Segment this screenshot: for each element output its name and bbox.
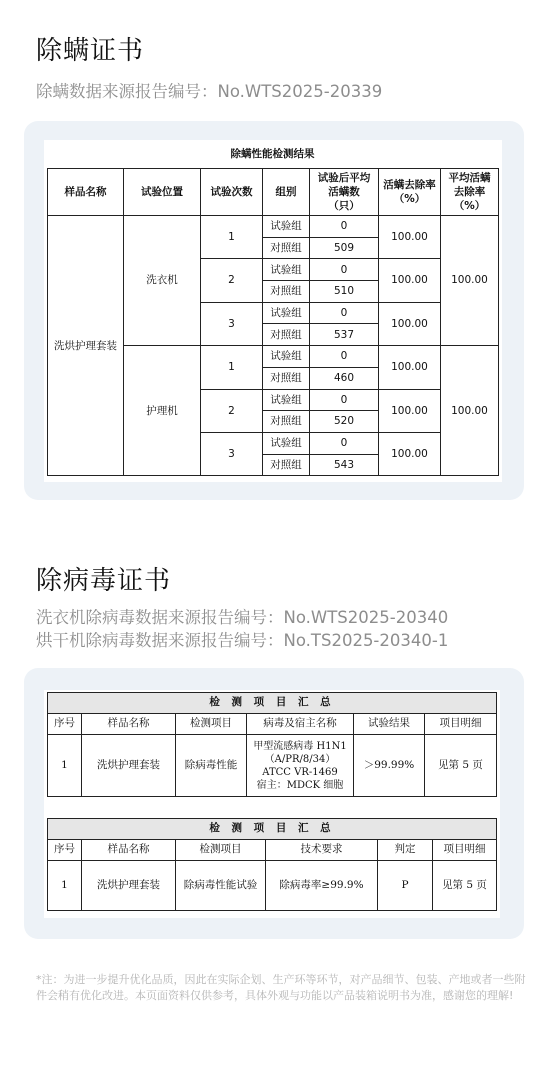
virus-report-washer: 洗衣机除病毒数据来源报告编号：No.WTS2025-20340 [36, 608, 449, 627]
t1-virus-host [247, 735, 354, 797]
t2-header-requirement: 技术要求 [266, 840, 378, 861]
virus-table2-header-row [48, 840, 497, 861]
mite-table-caption: 除螨性能检测结果 [230, 148, 315, 160]
removal-rate-cell: 100.00 [379, 216, 441, 259]
trial-number-cell: 3 [201, 432, 263, 475]
group-cell: 对照组 [263, 281, 310, 303]
t1-no: 1 [48, 735, 82, 797]
group-cell: 试验组 [263, 216, 310, 238]
header-avg-live-mites: 试验后平均 活螨数 （只） [310, 169, 379, 216]
t1-detail: 见第 5 页 [425, 735, 497, 797]
virus-summary-table-2 [47, 818, 497, 911]
t2-header-detail: 项目明细 [433, 840, 497, 861]
live-mites-cell: 0 [310, 302, 379, 324]
header-group: 组别 [263, 169, 310, 216]
t2-header-no: 序号 [48, 840, 82, 861]
virus-atcc: ATCC VR-1469 [262, 766, 338, 778]
table-row [48, 216, 499, 238]
group-cell: 对照组 [263, 367, 310, 389]
t1-header-result: 试验结果 [354, 714, 425, 735]
virus-summary-table-1 [47, 692, 497, 797]
t2-no: 1 [48, 861, 82, 911]
group-cell: 试验组 [263, 259, 310, 281]
live-mites-cell: 537 [310, 324, 379, 346]
live-mites-cell: 509 [310, 237, 379, 259]
group-cell: 试验组 [263, 389, 310, 411]
t2-requirement: 除病毒率≥99.9% [266, 861, 378, 911]
header-avg-removal-rate: 平均活螨 去除率 （%） [441, 169, 499, 216]
live-mites-cell: 0 [310, 346, 379, 368]
avg-removal-rate-cell: 100.00 [441, 346, 499, 476]
header-sample-name: 样品名称 [48, 169, 124, 216]
live-mites-cell: 543 [310, 454, 379, 476]
t1-header-detail: 项目明细 [425, 714, 497, 735]
live-mites-cell: 0 [310, 259, 379, 281]
t2-header-sample: 样品名称 [82, 840, 176, 861]
header-removal-rate: 活螨去除率 （%） [379, 169, 441, 216]
virus-table1-caption: 检 测 项 目 汇 总 [48, 693, 497, 714]
t2-verdict: P [378, 861, 433, 911]
live-mites-cell: 0 [310, 216, 379, 238]
t1-sample: 洗烘护理套装 [82, 735, 176, 797]
t1-result: ＞99.99% [354, 735, 425, 797]
removal-rate-cell: 100.00 [379, 389, 441, 432]
header-test-count: 试验次数 [201, 169, 263, 216]
disclaimer-note: *注：为进一步提升优化品质，因此在实际企划、生产环等环节，对产品细节、包装、产地或者一些附件会稍有优化改进。本页面资料仅供参考，具体外观与功能以产品装箱说明书为准，感谢您的理解! [36, 973, 526, 1002]
t1-header-item: 检测项目 [176, 714, 247, 735]
virus-strain: （A/PR/8/34） [264, 753, 336, 765]
mite-header-row [48, 169, 499, 216]
group-cell: 对照组 [263, 237, 310, 259]
removal-rate-cell: 100.00 [379, 259, 441, 302]
virus-host: 宿主：MDCK 细胞 [256, 779, 344, 791]
t2-detail: 见第 5 页 [433, 861, 497, 911]
table-row [48, 735, 497, 797]
group-cell: 试验组 [263, 302, 310, 324]
t2-header-item: 检测项目 [176, 840, 266, 861]
trial-number-cell: 2 [201, 389, 263, 432]
trial-number-cell: 1 [201, 346, 263, 389]
t1-header-virus-host: 病毒及宿主名称 [247, 714, 354, 735]
group-cell: 试验组 [263, 432, 310, 454]
t1-item: 除病毒性能 [176, 735, 247, 797]
t2-item: 除病毒性能试验 [176, 861, 266, 911]
sample-name-cell: 洗烘护理套装 [48, 216, 124, 476]
t2-header-verdict: 判定 [378, 840, 433, 861]
live-mites-cell: 510 [310, 281, 379, 303]
t1-header-sample: 样品名称 [82, 714, 176, 735]
trial-number-cell: 1 [201, 216, 263, 259]
trial-number-cell: 3 [201, 302, 263, 345]
virus-table2-caption: 检 测 项 目 汇 总 [48, 819, 497, 840]
mite-certificate-title: 除螨证书 [36, 36, 145, 66]
live-mites-cell: 0 [310, 432, 379, 454]
live-mites-cell: 460 [310, 367, 379, 389]
mite-results-table [47, 168, 499, 476]
header-test-location: 试验位置 [124, 169, 201, 216]
removal-rate-cell: 100.00 [379, 302, 441, 345]
t1-header-no: 序号 [48, 714, 82, 735]
virus-certificate-title: 除病毒证书 [36, 566, 172, 596]
group-cell: 对照组 [263, 454, 310, 476]
t2-sample: 洗烘护理套装 [82, 861, 176, 911]
test-location-cell: 护理机 [124, 346, 201, 476]
test-location-cell: 洗衣机 [124, 216, 201, 346]
virus-table1-header-row [48, 714, 497, 735]
trial-number-cell: 2 [201, 259, 263, 302]
removal-rate-cell: 100.00 [379, 346, 441, 389]
removal-rate-cell: 100.00 [379, 432, 441, 475]
virus-report-dryer: 烘干机除病毒数据来源报告编号：No.TS2025-20340-1 [36, 631, 449, 650]
table-row [48, 861, 497, 911]
virus-name: 甲型流感病毒 H1N1 [253, 740, 347, 752]
live-mites-cell: 520 [310, 411, 379, 433]
group-cell: 对照组 [263, 411, 310, 433]
live-mites-cell: 0 [310, 389, 379, 411]
group-cell: 对照组 [263, 324, 310, 346]
mite-report-number: 除螨数据来源报告编号：No.WTS2025-20339 [36, 82, 383, 101]
group-cell: 试验组 [263, 346, 310, 368]
avg-removal-rate-cell: 100.00 [441, 216, 499, 346]
